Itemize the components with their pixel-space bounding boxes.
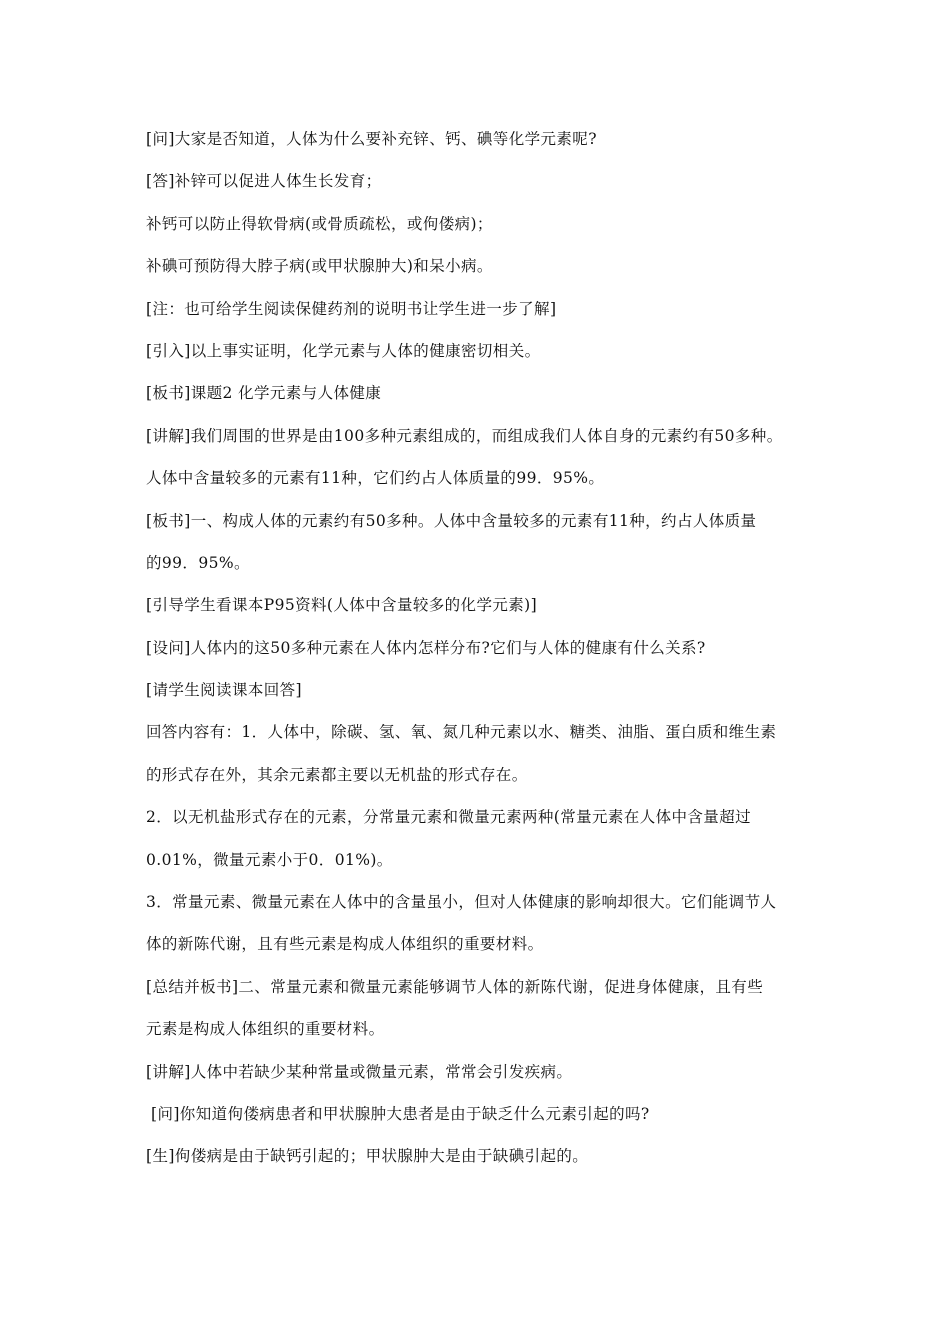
text-line: [讲解]人体中若缺少某种常量或微量元素，常常会引发疾病。 [146,1062,573,1081]
text-line: 0.01%，微量元素小于0．01%)。 [146,850,393,869]
text-line: [答]补锌可以促进人体生长发育； [146,172,382,191]
text-line: [板书]一、构成人体的元素约有50多种。人体中含量较多的元素有11种，约占人体质量 [146,511,757,530]
text-line: [引导学生看课本P95资料(人体中含量较多的化学元素)] [146,596,538,615]
text-line: [注：也可给学生阅读保健药剂的说明书让学生进一步了解] [146,299,557,318]
text-line: 回答内容有：1．人体中，除碳、氢、氧、氮几种元素以水、糖类、油脂、蛋白质和维生素 [146,723,777,742]
text-line: 人体中含量较多的元素有11种，它们约占人体质量的99．95%。 [146,469,605,488]
text-line: [生]佝偻病是由于缺钙引起的；甲状腺肿大是由于缺碘引起的。 [146,1147,589,1166]
text-line: 补钙可以防止得软骨病(或骨质疏松，或佝偻病)； [146,214,493,233]
text-line: 补碘可预防得大脖子病(或甲状腺肿大)和呆小病。 [146,257,493,276]
text-line: 2．以无机盐形式存在的元素，分常量元素和微量元素两种(常量元素在人体中含量超过 [146,808,752,827]
text-line: [设问]人体内的这50多种元素在人体内怎样分布?它们与人体的健康有什么关系? [146,638,706,657]
text-line: [讲解]我们周围的世界是由100多种元素组成的，而组成我们人体自身的元素约有50多种。 [146,426,783,445]
text-line: [板书]课题2 化学元素与人体健康 [146,384,382,403]
text-line: 体的新陈代谢，且有些元素是构成人体组织的重要材料。 [146,935,544,954]
text-line: 的99．95%。 [146,553,250,572]
text-line: [总结并板书]二、常量元素和微量元素能够调节人体的新陈代谢，促进身体健康，且有些 [146,977,764,996]
text-line: [引入]以上事实证明，化学元素与人体的健康密切相关。 [146,341,541,360]
text-line: 元素是构成人体组织的重要材料。 [146,1020,385,1039]
text-line: 的形式存在外，其余元素都主要以无机盐的形式存在。 [146,765,528,784]
document-body [146,128,826,1188]
text-line: [问]你知道佝偻病患者和甲状腺肿大患者是由于缺乏什么元素引起的吗? [151,1104,650,1123]
text-line: [问]大家是否知道，人体为什么要补充锌、钙、碘等化学元素呢? [146,130,597,148]
text-line: 3．常量元素、微量元素在人体中的含量虽小，但对人体健康的影响却很大。它们能调节人 [146,893,777,912]
text-line: [请学生阅读课本回答] [146,681,302,700]
